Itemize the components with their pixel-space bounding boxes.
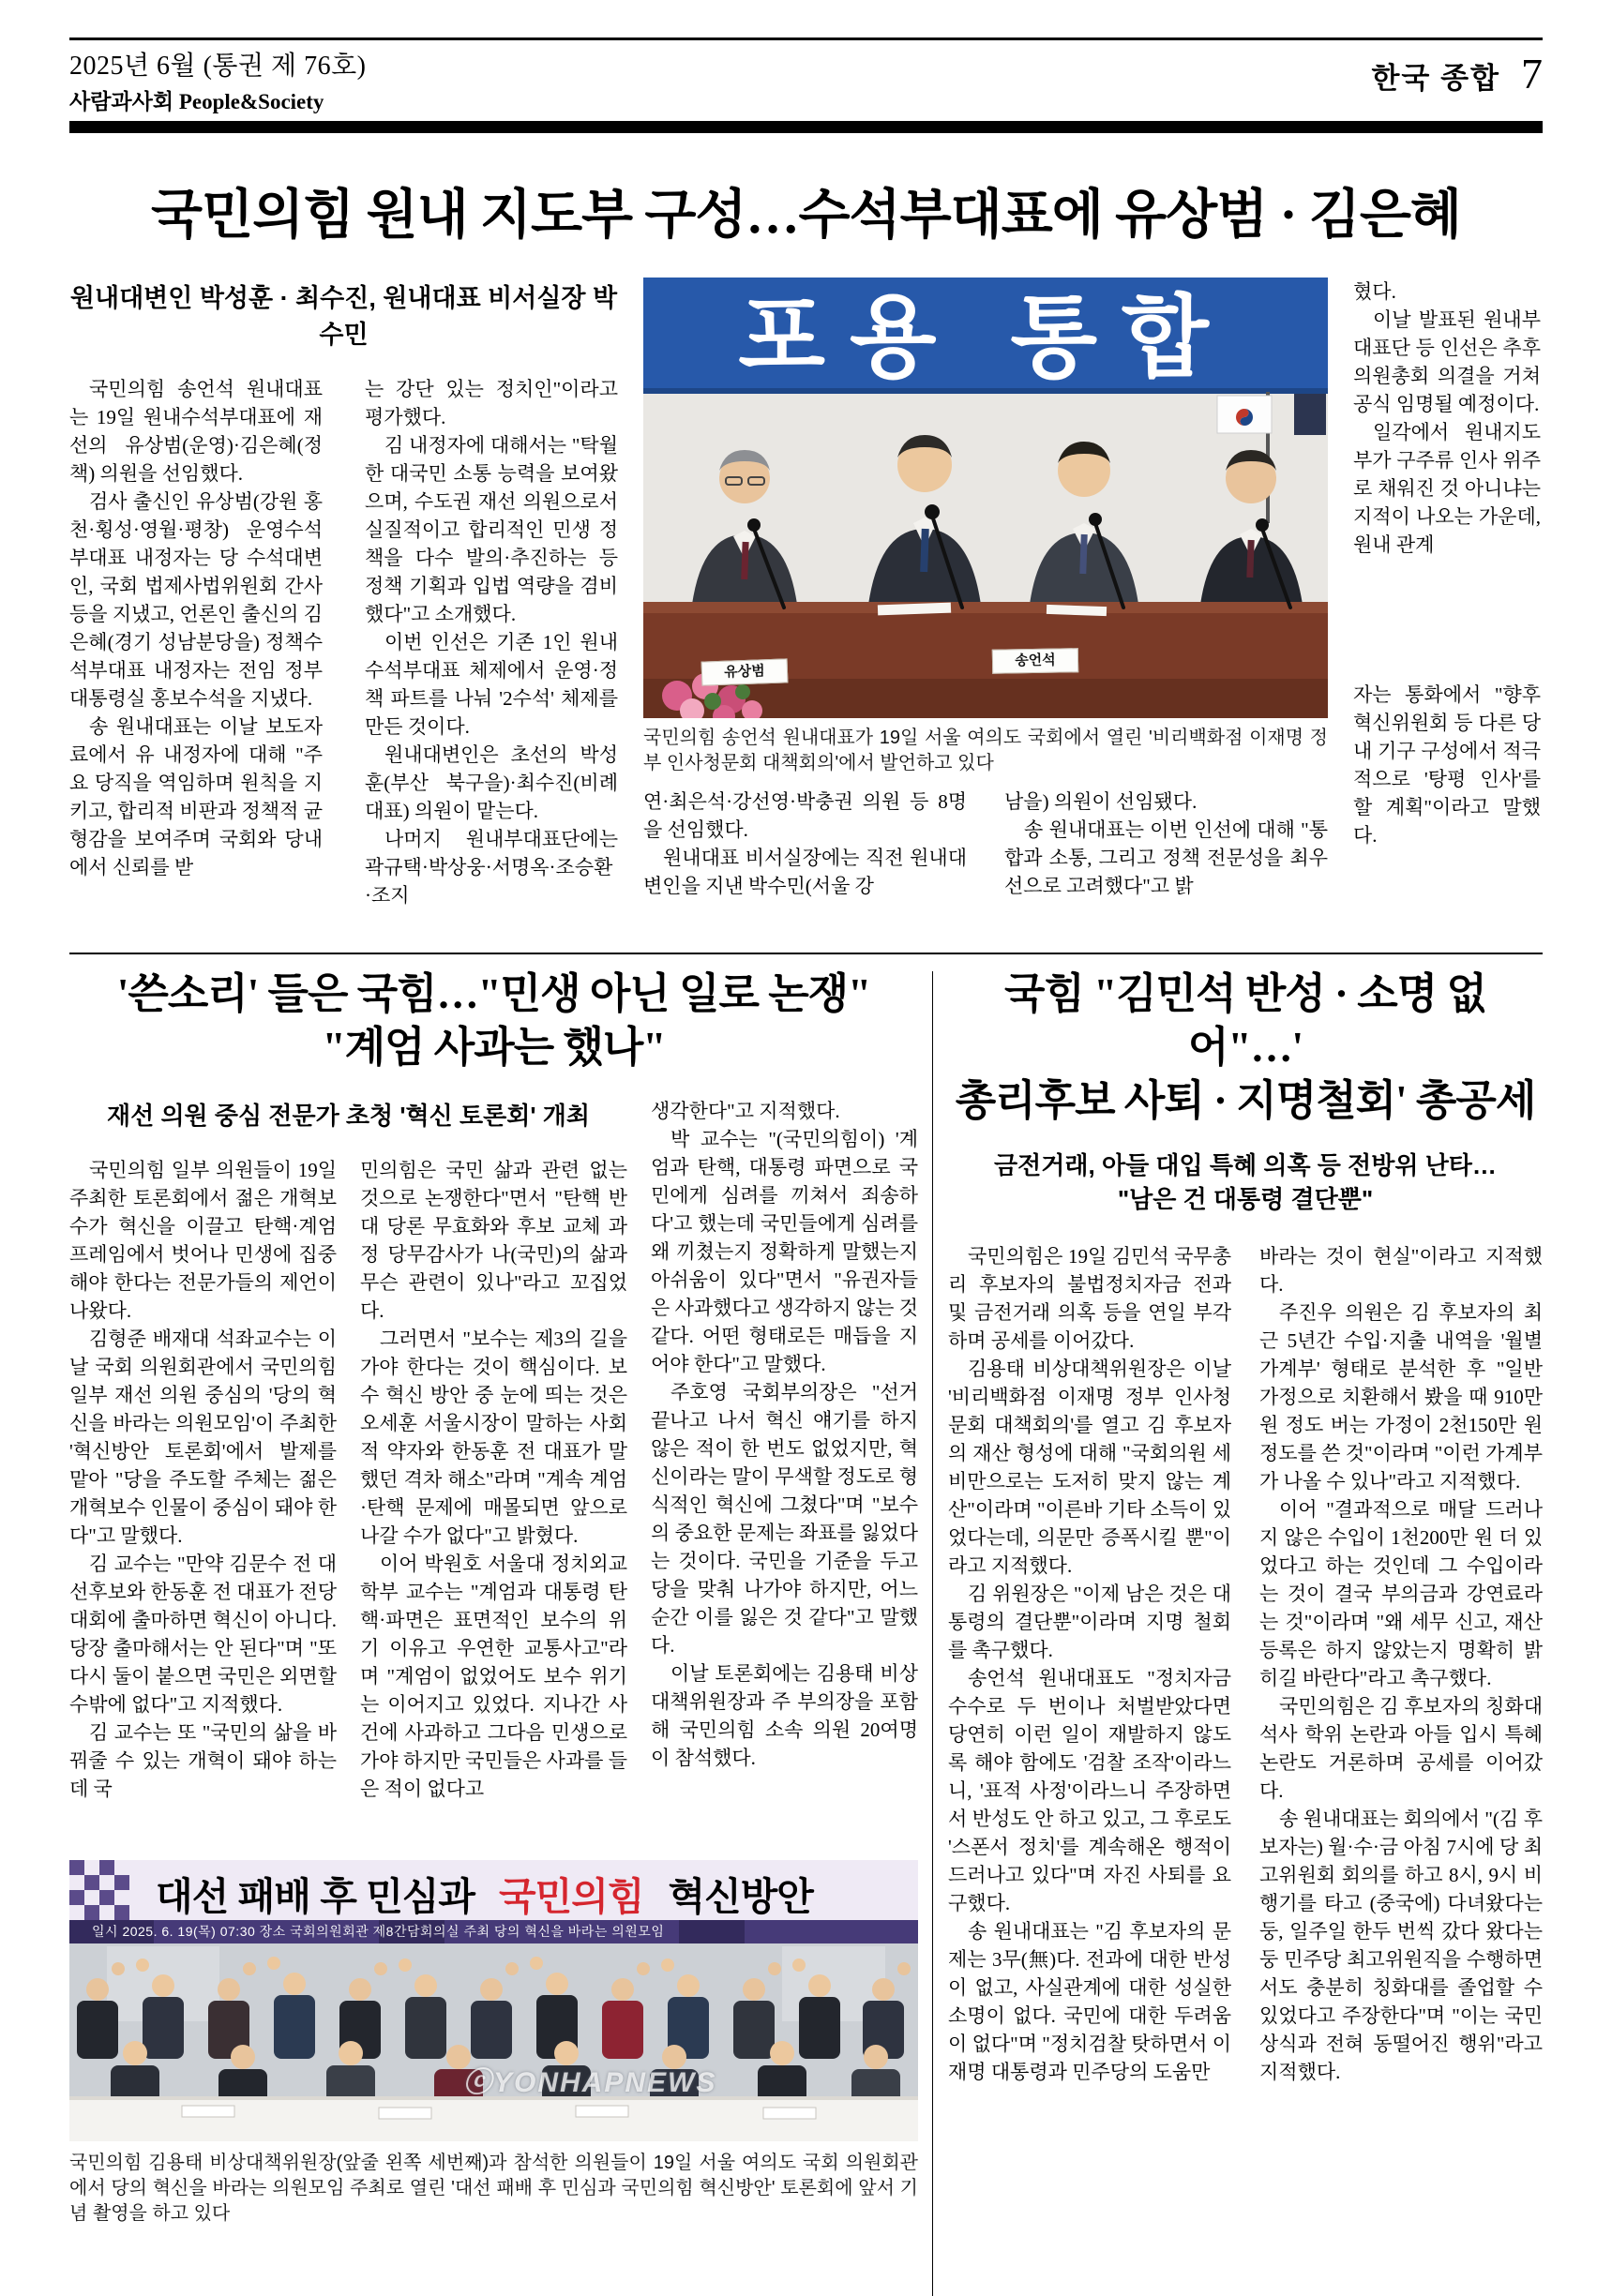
article1-subtitle: 원내대변인 박성훈 · 최수진, 원내대표 비서실장 박수민: [69, 284, 618, 349]
article3-subtitle: [948, 1148, 1543, 1216]
forum-banner-party: 국민의힘: [499, 1875, 644, 1918]
article1-photo: [643, 278, 1328, 718]
masthead-left: [69, 45, 366, 115]
yonhap-watermark: ⓒYONHAPNEWS: [463, 2067, 717, 2098]
article1-left-block: [69, 278, 618, 934]
article2: [69, 968, 918, 2296]
article3: [948, 968, 1543, 2296]
nameplate-left: 유상범: [701, 658, 789, 685]
article1-headline: 국민의힘 원내 지도부 구성…수석부대표에 유상범 · 김은혜: [151, 186, 1461, 245]
article1-column-3: 연·최은석·강선영·박충권 의원 등 8명을 선임했다. 원내대표 비서실장에는 직전 원내대변인을 지낸 박수민(서울 강: [643, 790, 967, 897]
masthead: [69, 40, 1543, 115]
article2-column-3: 생각한다"고 지적했다. 박 교수는 "(국민의힘이) '계엄과 탄핵, 대통령 파면으로 국민에게 심려를 끼쳐서 죄송하다'고 했는데 국민들에게 심려를 왜 끼쳤는지 정확하게 말했는지 아쉬움이 있다"면서 "유권자들은 사과했다고 생각하지 않는 것 같다. 어떤 형태로든 매듭을 지어야 한다"고 말했다. 주호영 국회부의장은 "선거 끝나고 나서 혁신 얘기를 하지 않은 적이 한 번도 없었지만, 혁신이라는 말이 무색할 정도로 형식적인 혁신에 그쳤다"며 "보수의 중요한 문제는 좌표를 잃었다는 것이다. 국민을 기준을 두고 당을 맞춰 나가야 하지만, 어느 순간 이를 잃은 것 같다"고 말했다. 이날 토론회에는 김용태 비상대책위원장과 주 부의장을 포함해 국민의힘 소속 의원 20여명이 참석했다.: [651, 1100, 918, 1769]
section-divider-rule: [69, 953, 1543, 954]
column-divider-rule: [932, 971, 933, 2296]
bottom-articles-row: [69, 968, 1543, 2296]
issue-info: 2025년 6월 (통권 제 76호): [69, 52, 367, 81]
article2-photo: [69, 1860, 918, 2141]
article2-column-1: 국민의힘 일부 의원들이 19일 주최한 토론회에서 젊은 개혁보수가 혁신을 이끌고 탄핵·계엄 프레임에서 벗어나 민생에 집중해야 한다는 전문가들의 제언이 나왔다. 김형준 배재대 석좌교수는 이날 국회 의원회관에서 국민의힘 일부 재선 의원 중심의 '당의 혁신을 바라는 의원모임'이 주최한 '혁신방안 토론회'에서 발제를 맡아 "당을 주도할 주체는 젊은 개혁보수 인물이 중심이 돼야 한다"고 말했다. 김 교수는 "만약 김문수 전 대선후보와 한동훈 전 대표가 전당대회에 출마하면 혁신이 아니다. 당장 출마해서는 안 된다"며 "또다시 둘이 붙으면 국민은 외면할 수밖에 없다"고 지적했다. 김 교수는 또 "국민의 삶을 바꿔줄 수 있는 개혁이 돼야 하는데 국: [69, 1159, 337, 1800]
article1-column-5-top: 혔다. 이날 발표된 원내부대표단 등 인선은 추후 의원총회 의결을 거쳐 공식 임명될 예정이다. 일각에서 원내지도부가 구주류 인사 위주로 채워진 것 아니냐는 지적이 나오는 가운데, 원내 관계: [1353, 280, 1541, 556]
article1-right-block: [1353, 278, 1541, 934]
nameplate-right: 송언석: [992, 648, 1078, 674]
article3-headline: [948, 968, 1543, 1128]
article2-left-block: [69, 1097, 627, 1847]
article1-body: [69, 278, 1543, 934]
article2-photo-caption: 국민의힘 김용태 비상대책위원장(앞줄 왼쪽 세번째)과 참석한 의원들이 19일 서울 여의도 국회 의원회관에서 당의 혁신을 바라는 의원모임 주최로 열린 '대선 패배 후 민심과 국민의힘 혁신방안' 토론회에 앞서 기념 촬영을 하고 있다: [69, 2153, 918, 2224]
article3-subtitle-line2: "남은 건 대통령 결단뿐": [1117, 1185, 1374, 1213]
article3-headline-line2: 총리후보 사퇴 · 지명철회' 총공세: [955, 1077, 1536, 1124]
article3-headline-line1: 국힘 "김민석 반성 · 소명 없어"…': [1004, 970, 1486, 1071]
article1-middle-block: [643, 278, 1328, 934]
article1-photo-caption: 국민의힘 송언석 원내대표가 19일 서울 여의도 국회에서 열린 '비리백화점 이재명 정부 인사청문회 대책회의'에서 발언하고 있다: [643, 728, 1328, 773]
masthead-bar: [69, 121, 1543, 133]
article3-column-1: 국민의힘은 19일 김민석 국무총리 후보자의 불법정치자금 전과 및 금전거래 의혹 등을 연일 부각하며 공세를 이어갔다. 김용태 비상대책위원장은 이날 '비리백화점 이재명 정부 인사청문회 대책회의'를 열고 김 후보자의 재산 형성에 대해 "국회의원 세비만으로는 도저히 맞지 않는 계산"이라며 "이른바 기타 소득이 있었다는데, 의문만 증폭시킬 뿐"이라고 지적했다. 김 위원장은 "이제 남은 것은 대통령의 결단뿐"이라며 지명 철회를 촉구했다. 송언석 원내대표도 "정치자금 수수로 두 번이나 처벌받았다면 당연히 이런 일이 재발하지 않도록 해야 함에도 '검찰 조작'이라느니, '표적 사정'이라느니 주장하면서 반성도 안 하고 있고, 그 후로도 '스폰서 정치'를 계속해온 행적이 드러나고 있다"며 자진 사퇴를 요구했다. 송 원내대표는 "김 후보자의 문제는 3무(無)다. 전과에 대한 반성이 없고, 사실관계에 대한 성실한 소명이 없다. 국민에 대한 두려움이 없다"며 "정치검찰 탓하면서 이재명 대통령과 민주당의 도움만: [948, 1245, 1231, 2083]
forum-banner-left: 대선 패배 후 민심과: [156, 1875, 475, 1918]
masthead-right: [1371, 45, 1543, 98]
section-name: 사람과사회 People&Society: [69, 90, 324, 113]
article1-column-5-bottom: 자는 통화에서 "향후 혁신위원회 등 다른 당내 기구 구성에서 적극적으로 '탕평 인사'를 할 계획"이라고 말했다.: [1353, 683, 1541, 847]
article1-column-4: 남을) 의원이 선임됐다. 송 원내대표는 이번 인선에 대해 "통합과 소통, 그리고 정책 전문성을 최우선으로 고려했다"고 밝: [1004, 790, 1328, 897]
edition-label: 한국 종합: [1371, 62, 1500, 95]
forum-banner: [156, 1866, 912, 1921]
article2-headline-line2: "계엄 사과는 했나": [322, 1024, 666, 1071]
article2-headline-line1: '쓴소리' 들은 국힘…"민생 아닌 일로 논쟁": [116, 970, 871, 1017]
article3-column-2: 바라는 것이 현실"이라고 지적했다. 주진우 의원은 김 후보자의 최근 5년간 수입·지출 내역을 '월별 가계부' 형태로 분석한 후 "일반 가정으로 치환해서 봤을 때 910만 원 정도 버는 가정이 2천150만 원 정도를 쓴 것"이라며 "이런 가계부가 나올 수 있나"라고 지적했다. 이어 "결과적으로 매달 드러나지 않은 수입이 1천200만 원 더 있었다고 하는 것인데 그 수입이라는 것이 결국 부의금과 강연료라는 것"이라며 "왜 세무 신고, 재산 등록은 하지 않았는지 명확히 밝히길 바란다"라고 촉구했다. 국민의힘은 김 후보자의 칭화대 석사 학위 논란과 아들 입시 특혜 논란도 거론하며 공세를 이어갔다. 송 원내대표는 회의에서 "(김 후보자는) 월·수·금 아침 7시에 당 최고위원회 회의를 하고 8시, 9시 비행기를 타고 (중국에) 다녀왔다는 둥, 일주일 한두 번씩 갔다 왔다는 둥 민주당 최고위원직을 수행하면서도 충분히 칭화대를 졸업할 수 있었다고 주장한다"며 "이는 국민 상식과 전혀 동떨어진 행위"라고 지적했다.: [1259, 1245, 1543, 2083]
article3-subtitle-line1: 금전거래, 아들 대입 특혜 의혹 등 전방위 난타…: [994, 1151, 1497, 1179]
forum-banner-right: 혁신방안: [668, 1875, 813, 1918]
forum-info-strip: 일시 2025. 6. 19(목) 07:30 장소 국회의원회관 제8간담회의실 주최 당의 혁신을 바라는 의원모임: [92, 1924, 665, 1939]
article2-subtitle: 재선 의원 중심 전문가 초청 '혁신 토론회' 개최: [106, 1102, 591, 1130]
article1-column-1: 국민의힘 송언석 원내대표는 19일 원내수석부대표에 재선의 유상범(운영)·김은혜(정책) 의원을 선임했다. 검사 출신인 유상범(강원 홍천·횡성·영월·평창) 운영수석부대표 내정자는 당 수석대변인, 국회 법제사법위원회 간사 등을 지냈고, 언론인 출신의 김은혜(경기 성남분당을) 정책수석부대표 내정자는 전임 정부 대통령실 홍보수석을 지냈다. 송 원내대표는 이날 보도자료에서 유 내정자에 대해 "주요 당직을 역임하며 원칙을 지키고, 합리적 비판과 정책적 균형감을 보여주며 국회와 당내에서 신뢰를 받: [69, 378, 323, 878]
article2-headline: [69, 968, 918, 1074]
article1-column-2: 는 강단 있는 정치인"이라고 평가했다. 김 내정자에 대해서는 "탁월한 대국민 소통 능력을 보여왔으며, 수도권 재선 의원으로서 실질적이고 합리적인 민생 정책을 다수 발의·추진하는 등 정책 기획과 입법 역량을 겸비했다"고 소개했다. 이번 인선은 기존 1인 원내수석부대표 체제에서 운영·정책 파트를 나눠 '2수석' 체제를 만든 것이다. 원내대변인은 초선의 박성훈(부산 북구을)·최수진(비례대표) 의원이 맡는다. 나머지 원내부대표단에는 곽규택·박상웅·서명옥·조승환·조지: [365, 378, 618, 907]
photo-backdrop-slogan: 포용 통합: [738, 288, 1233, 381]
article2-column-2: 민의힘은 국민 삶과 관련 없는 것으로 논쟁한다"면서 "탄핵 반대 당론 무효화와 후보 교체 과정 당무감사가 나(국민)의 삶과 무슨 관련이 있나"라고 꼬집었다. 그러면서 "보수는 제3의 길을 가야 한다는 것이 핵심이다. 보수 혁신 방안 중 눈에 띄는 것은 오세훈 서울시장이 말하는 사회적 약자와 한동훈 전 대표가 말했던 격차 해소"라며 "계속 계엄·탄핵 문제에 매몰되면 앞으로 나갈 수가 없다"고 밝혔다. 이어 박원호 서울대 정치외교학부 교수는 "계엄과 대통령 탄핵·파면은 표면적인 보수의 위기 이유고 우연한 교통사고"라며 "계엄이 없었어도 보수 위기는 이어지고 있었다. 지나간 사건에 사과하고 그다음 민생으로 가야 하지만 국민들은 사과를 들은 적이 없다고: [360, 1159, 627, 1800]
page-number: 7: [1521, 50, 1543, 98]
